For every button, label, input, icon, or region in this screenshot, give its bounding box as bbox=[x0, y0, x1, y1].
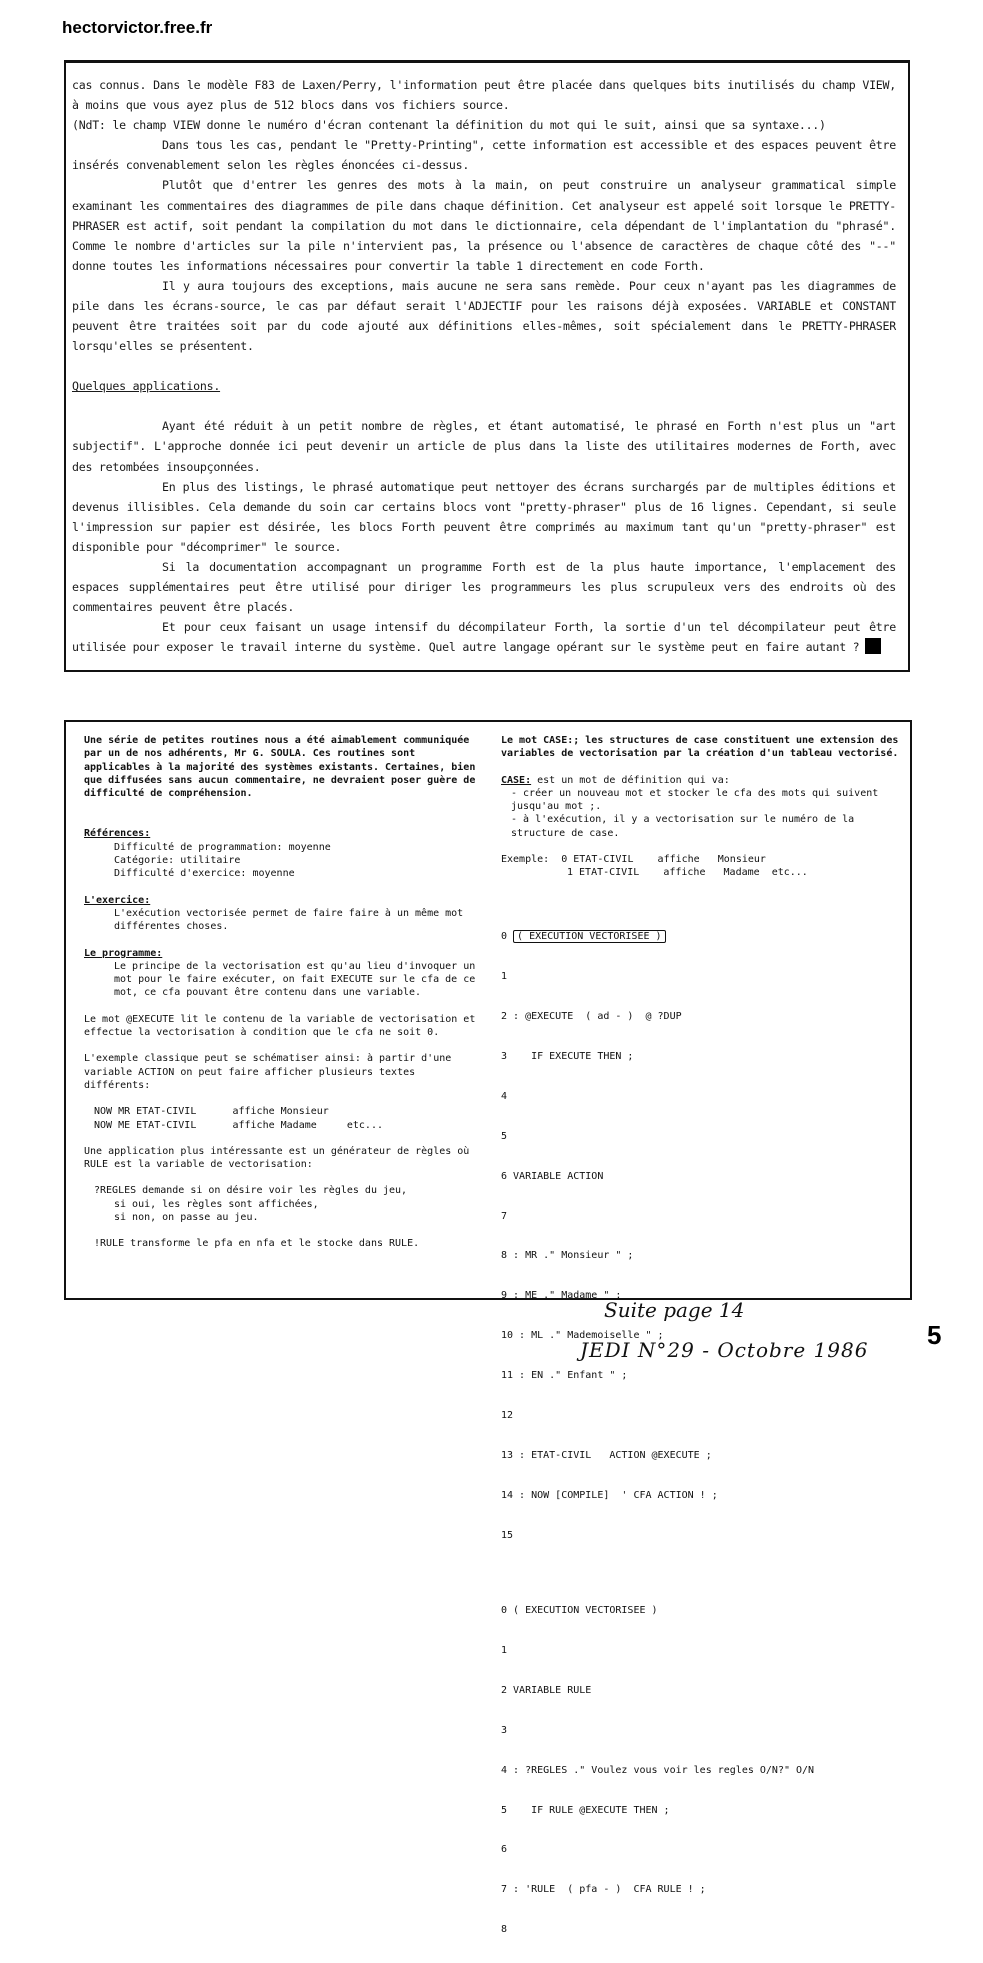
code-line: 2 VARIABLE RULE bbox=[501, 1684, 592, 1696]
magazine-footer: JEDI N°29 - Octobre 1986 bbox=[580, 1338, 869, 1362]
reference-item: Catégorie: utilitaire bbox=[114, 855, 241, 867]
code-line: 1 bbox=[501, 971, 508, 983]
paragraph: En plus des listings, le phrasé automatique peut nettoyer des écrans surchargés par de multiples éditions et devenus illisibles. Cela demande du soin car certains blocs vont "pretty-phraser" plus de 16 lignes. Cependant, si seule l'impression sur papier est désirée, les blocs Forth peuvent être comprimés au maximum tant qu'un "pretty-phraser" est disponible pour "décomprimer" le source. bbox=[72, 479, 896, 554]
exercise-text: L'exécution vectorisée permet de faire faire à un même mot différentes choses. bbox=[114, 907, 464, 933]
code-line: 8 bbox=[501, 1924, 508, 1936]
intro-text: Une série de petites routines nous a été aimablement communiquée par un de nos adhérents, Mr G. SOULA. Ces routines sont applicables à la majorité des systèmes existants. Certaines, bien que diffusées sans aucun commentaire, ne devraient poser guère de difficulté de compréhension. bbox=[84, 735, 476, 800]
paragraph: Dans tous les cas, pendant le "Pretty-Printing", cette information est accessible et des espaces peuvent être insérés convenablement selon les règles énoncées ci-dessus. bbox=[72, 138, 896, 173]
code-line: 7 : 'RULE ( pfa - ) CFA RULE ! ; bbox=[501, 1884, 706, 1896]
translator-note: (NdT: le champ VIEW donne le numéro d'écran contenant la définition du mot qui le suit, ainsi que sa syntaxe...) bbox=[72, 118, 826, 133]
case-text: Le mot CASE:; les structures de case constituent une extension des variables de vectorisation par la création d'un tableau vectorisé. bbox=[501, 735, 899, 760]
example-line: NOW ME ETAT-CIVIL affiche Madame etc... bbox=[94, 1119, 383, 1131]
paragraph: Il y aura toujours des exceptions, mais aucune ne sera sans remède. Pour ceux n'ayant pas les diagrammes de pile dans les écrans-source, le cas par défaut serait l'ADJECTIF pour les raisons déjà exposées. VARIABLE et CONSTANT peuvent être traitées soit par du code ajouté aux définitions elles-mêmes, soit spécialement dans le PRETTY-PHRASER lorsqu'elles se présentent. bbox=[72, 278, 896, 354]
code-line: 4 bbox=[501, 1090, 508, 1102]
paragraph: Plutôt que d'entrer les genres des mots à la main, on peut construire un analyseur grammatical simple examinant les commentaires des diagrammes de pile dans chaque définition. Cet analyseur est appelé soit lorsque le PRETTY-PHRASER est actif, soit pendant la compilation du mot dans le dictionnaire, cela dépendant de l'implantation du "phrasé". Comme le nombre d'articles sur la pile n'intervient pas, la présence ou l'absence de caractères de chaque côté des "--" donne toutes les informations nécessaires pour convertir la table 1 directement en code Forth. bbox=[72, 178, 896, 273]
paragraph: cas connus. Dans le modèle F83 de Laxen/Perry, l'information peut être placée dans quelques bits inutilisés du champ VIEW, à moins que vous ayez plus de 512 blocs dans vos fichiers source. bbox=[72, 78, 896, 113]
code-line: 3 bbox=[501, 1724, 508, 1736]
example-line: 1 ETAT-CIVIL affiche Madame etc... bbox=[567, 867, 808, 879]
continued-note: Suite page 14 bbox=[604, 1298, 745, 1322]
code-line-number: 0 bbox=[501, 931, 514, 943]
application-text: Une application plus intéressante est un générateur de règles où RULE est la variable de vectorisation: bbox=[84, 1145, 470, 1171]
case-def-title: CASE: bbox=[501, 774, 532, 786]
regles-line: si non, on passe au jeu. bbox=[114, 1212, 259, 1224]
example-row bbox=[501, 853, 909, 866]
irule-text: !RULE transforme le pfa en nfa et le stocke dans RULE. bbox=[94, 1238, 420, 1250]
case-def-line: est un mot de définition qui va: bbox=[537, 774, 730, 786]
references-title: Références: bbox=[84, 828, 151, 840]
site-header[interactable]: hectorvictor.free.fr bbox=[62, 18, 213, 37]
code-line: 15 bbox=[501, 1529, 514, 1541]
case-def-line: - à l'exécution, il y a vectorisation sur le numéro de la structure de case. bbox=[511, 814, 855, 839]
code-line: 13 : ETAT-CIVIL ACTION @EXECUTE ; bbox=[501, 1449, 712, 1461]
case-def-line: - créer un nouveau mot et stocker le cfa des mots qui suivent jusqu'au mot ;. bbox=[511, 787, 879, 813]
program-title: Le programme: bbox=[84, 947, 163, 959]
code-line: 8 : MR ." Monsieur " ; bbox=[501, 1250, 634, 1262]
code-line: 0 ( EXECUTION VECTORISEE ) bbox=[501, 1605, 658, 1617]
code-listing-1 bbox=[501, 904, 909, 1569]
program-text: Le principe de la vectorisation est qu'au lieu d'invoquer un mot pour le faire exécuter, on fait EXECUTE sur le cfa de ce mot, ce cfa pouvant être contenu dans une variable. bbox=[114, 960, 476, 999]
classic-example-text: L'exemple classique peut se schématiser ainsi: à partir d'une variable ACTION on peut faire afficher plusieurs textes différents: bbox=[84, 1053, 452, 1091]
paragraph: Si la documentation accompagnant un programme Forth est de la plus haute importance, l'emplacement des espaces supplémentaires peut être utilisé pour diriger les programmeurs les plus scrupuleux vers des endroits où des commentaires peuvent être placés. bbox=[72, 559, 896, 615]
code-line: 5 IF RULE @EXECUTE THEN ; bbox=[501, 1804, 670, 1816]
code-line: 2 : @EXECUTE ( ad - ) @ ?DUP bbox=[501, 1011, 682, 1023]
section-heading: Quelques applications. bbox=[72, 379, 221, 394]
code-listing-2 bbox=[501, 1578, 909, 1963]
example-line: NOW MR ETAT-CIVIL affiche Monsieur bbox=[94, 1106, 329, 1118]
paragraph-final-text: Et pour ceux faisant un usage intensif du décompilateur Forth, la sortie d'un tel décompilateur peut être utilisée pour exposer le travail interne du système. Quel autre langage opérant sur le système peut en faire autant ? bbox=[72, 620, 896, 655]
example-label: Exemple: bbox=[501, 854, 550, 866]
code-line: 1 bbox=[501, 1645, 508, 1656]
regles-line: ?REGLES demande si on désire voir les règles du jeu, bbox=[94, 1185, 408, 1197]
code-line: 12 bbox=[501, 1409, 514, 1421]
article-box-continuation bbox=[64, 60, 910, 672]
code-line: 3 IF EXECUTE THEN ; bbox=[501, 1050, 634, 1062]
reference-item: Difficulté de programmation: moyenne bbox=[114, 841, 331, 853]
left-column bbox=[84, 734, 479, 1251]
end-of-article-mark-icon bbox=[865, 638, 881, 654]
exercise-title: L'exercice: bbox=[84, 894, 151, 906]
code-line: 7 bbox=[501, 1210, 508, 1222]
reference-item: Difficulté d'exercice: moyenne bbox=[114, 868, 295, 880]
code-line: 11 : EN ." Enfant " ; bbox=[501, 1370, 628, 1382]
regles-line: si oui, les règles sont affichées, bbox=[114, 1198, 319, 1210]
page-number: 5 bbox=[927, 1320, 942, 1350]
code-line: 10 : ML ." Mademoiselle " ; bbox=[501, 1330, 664, 1342]
code-line: 14 : NOW [COMPILE] ' CFA ACTION ! ; bbox=[501, 1489, 718, 1501]
code-line: 5 bbox=[501, 1130, 508, 1142]
code-line: 6 bbox=[501, 1844, 508, 1856]
code-title-box: ( EXECUTION VECTORISEE ) bbox=[513, 930, 666, 943]
code-line: 4 : ?REGLES ." Voulez vous voir les regles O/N?" O/N bbox=[501, 1764, 815, 1776]
code-line: 6 VARIABLE ACTION bbox=[501, 1170, 604, 1182]
paragraph: Ayant été réduit à un petit nombre de règles, et étant automatisé, le phrasé en Forth n'est plus un "art subjectif". L'approche donnée ici peut devenir un article de plus dans la liste des utilitaires modernes de Forth, avec des retombées insoupçonnées. bbox=[72, 419, 896, 474]
code-line: 9 : ME ." Madame " ; bbox=[501, 1290, 622, 1302]
aexecute-text: Le mot @EXECUTE lit le contenu de la variable de vectorisation et effectue la vectorisation à condition que le cfa ne soit 0. bbox=[84, 1013, 476, 1039]
paragraph-final bbox=[72, 617, 896, 657]
example-line: 0 ETAT-CIVIL affiche Monsieur bbox=[561, 854, 766, 866]
